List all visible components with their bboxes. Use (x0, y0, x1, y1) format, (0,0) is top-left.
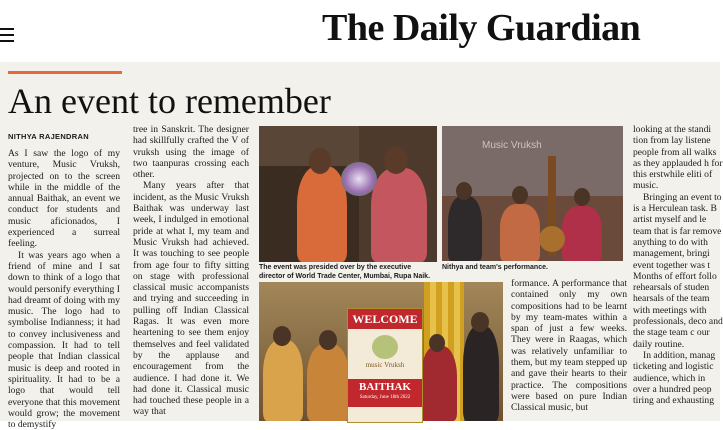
banner-event-text: BAITHAK (359, 381, 411, 393)
top-bar (0, 0, 720, 62)
screen-text: Music Vruksh (482, 140, 542, 151)
paragraph: As I saw the logo of my venture, Music Vruksh, projected on to the screen while in the middle of the annual Baithak, an event we conduct for students and music aficionados, I experienced a surreal feeling. (8, 148, 120, 250)
banner-date-text: Saturday, June 18th 2022 (359, 395, 411, 400)
event-photo-presiding (259, 126, 437, 262)
event-photo-performance (442, 126, 623, 261)
article-column-4 (511, 278, 627, 421)
photo-caption-performance: Nithya and team's performance. (442, 264, 548, 271)
site-masthead[interactable]: The Daily Guardian (322, 7, 641, 49)
welcome-banner (347, 308, 423, 423)
paragraph: tree in Sanskrit. The designer had skillfully crafted the V of vruksh using the image of two taanpuras crossing each other. (133, 124, 249, 181)
paragraph: Many years after that incident, as the Music Vruksh Baithak was underway last week, I indulged in emotional pride at what I, my team and Music Vruksh had achieved. It was touching to see people from age four to fifty sitting on stage with professional classical music accompanists and trying and succeeding in pulling off Indian Classical Ragas. It was even more heartening to see them enjoy themselves and feel validated by the applause and encouragement from the audience. I had done it. We had done it. Classical music had touched these people in a way that (133, 180, 249, 418)
article-column-1 (8, 148, 120, 430)
article-column-5 (633, 124, 723, 421)
event-photo-welcome (259, 282, 503, 421)
paragraph: It was years ago when a friend of mine and I sat down to think of a logo that would personify everything I had dreamt of doing with my music. The logo had to symbolise Indianness; it had to convey inclusiveness and compassion. It had to tell people that Indian classical music is deep and rooted in spirituality. It had to be a logo that would tell everyone that this movement would grow; the movement to demystify (8, 249, 120, 430)
article-column-2 (133, 124, 249, 421)
paragraph: formance. A performance that contained only my own compositions had to be learnt by my team-mates within a span of just a few weeks. They were in Raagas, which was relatively unfamiliar to them, but my team stepped up and gave their hearts to their practice. The compositions were based on pure Indian Classical music, but (511, 278, 627, 414)
banner-welcome-text: WELCOME (352, 312, 418, 326)
paragraph: In addition, manag ticketing and logistic audience, which in over a hundred peop tiring and exhausting (633, 349, 716, 407)
hamburger-menu-icon[interactable] (0, 28, 14, 46)
paragraph: Bringing an event to is a Herculean task. B artist myself and le team that is far remove anything to do with management, bringi event together was t Months of effort follo rehearsals of studen hearsals of the team with meetings with professionals, deco and the stage team c our daily routine. (633, 191, 723, 350)
banner-logo-text: music Vruksh (365, 361, 405, 369)
tree-logo-icon (372, 335, 398, 359)
headline-accent-rule (8, 71, 122, 74)
article-byline: NITHYA RAJENDRAN (8, 132, 89, 141)
photo-caption-presiding: The event was presided over by the executive director of World Trade Center, Mumbai, Rupa Naik. (259, 264, 431, 280)
article-headline: An event to remember (8, 81, 331, 121)
paragraph: looking at the standi tion from lay listene people from all walks as they applauded h for this erstwhile eliti of music. (633, 124, 723, 192)
